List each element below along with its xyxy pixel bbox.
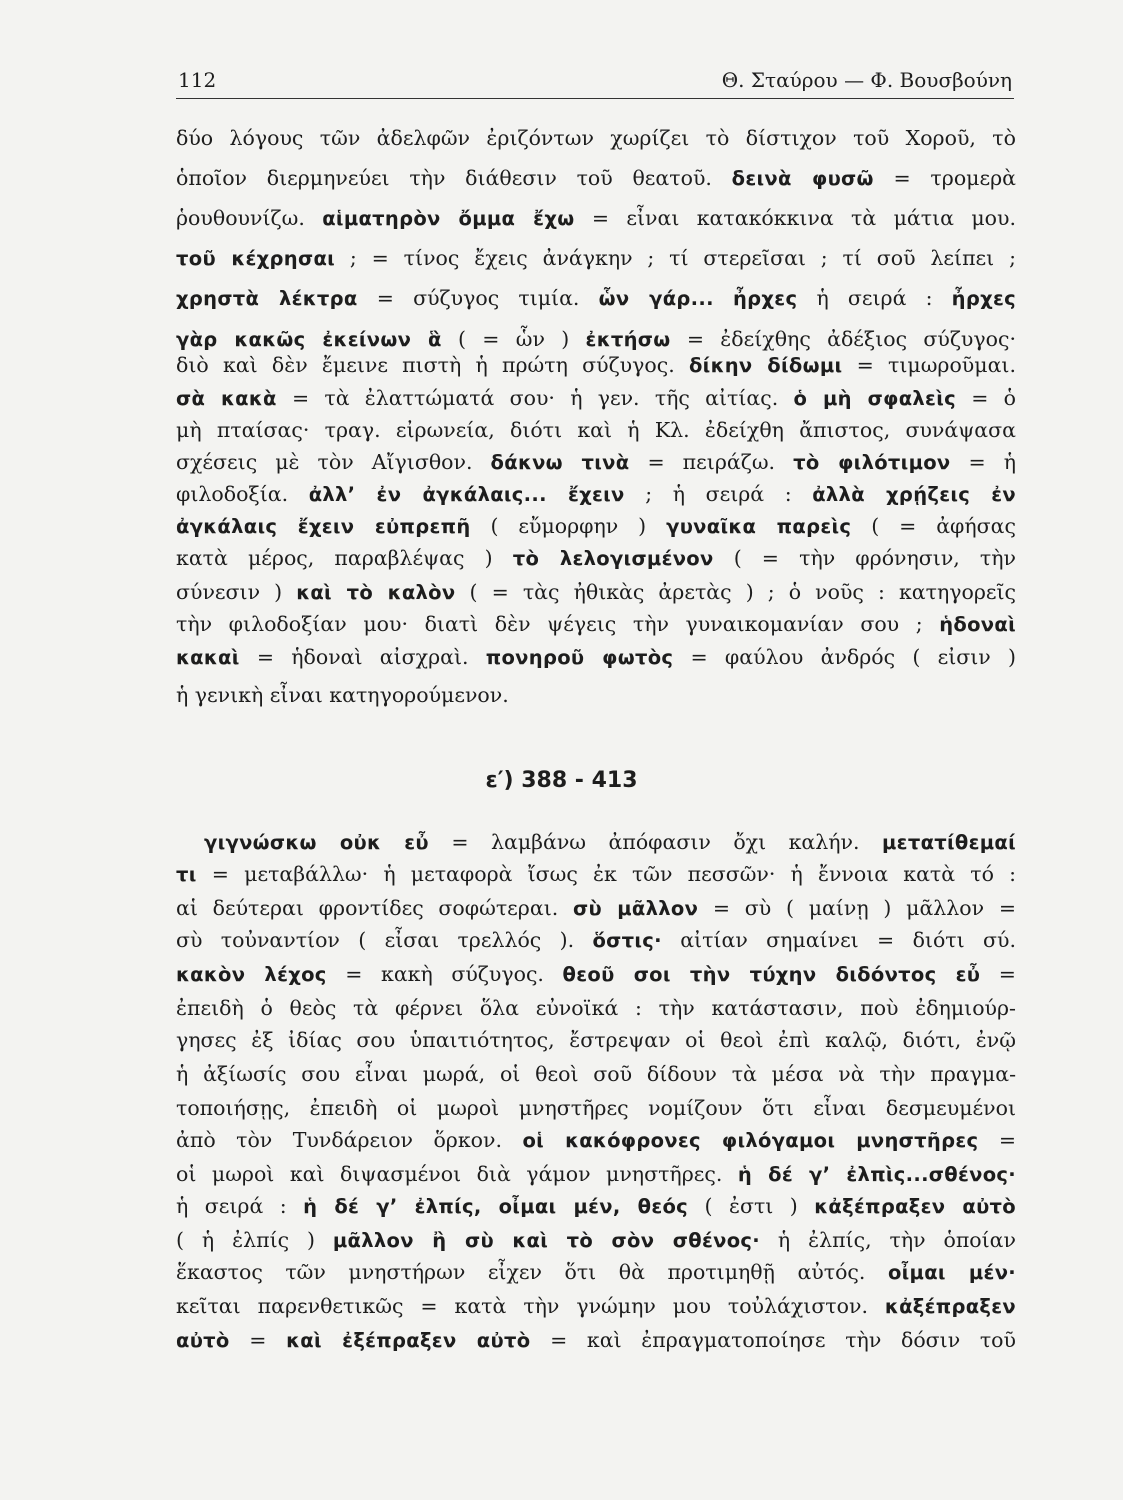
- running-header: [176, 62, 1014, 99]
- lemma-term: μετατίθεμαί: [882, 831, 1016, 854]
- gloss-text: [714, 286, 733, 310]
- lemma-term: αὐτὸ: [176, 1329, 230, 1352]
- gloss-text: ἡ ἀξίωσίς σου εἶναι μωρά, οἱ θεοὶ σοῦ δίδουν τὰ μέσα νὰ τὴν πραγμα-: [176, 1062, 1016, 1086]
- text-line: [176, 998, 1016, 1019]
- gloss-text: ἡ γενικὴ εἶναι κατηγορούμενον.: [176, 683, 509, 707]
- lemma-term: ἡδοναὶ: [939, 613, 1016, 636]
- lemma-term: κἀξέπραξεν αὐτὸ: [814, 1195, 1016, 1218]
- gloss-text: ( = τὴν φρόνησιν, τὴν: [713, 546, 1016, 570]
- text-line: [176, 1098, 1016, 1119]
- lemma-term: σὰ κακὰ: [176, 387, 277, 410]
- text-line: [176, 614, 1016, 635]
- text-line: [176, 420, 1016, 441]
- gloss-text: κατὰ μέρος, παραβλέψας ): [176, 546, 513, 570]
- gloss-text: ὁποῖον διερμηνεύει τὴν διάθεσιν τοῦ θεατοῦ.: [176, 166, 732, 190]
- text-line: [176, 1330, 1016, 1351]
- gloss-text: =: [229, 1328, 287, 1352]
- gloss-text: ῥουθουνίζω.: [176, 206, 323, 230]
- gloss-text: ἀπὸ τὸν Τυνδάρειον ὅρκον.: [176, 1128, 523, 1152]
- gloss-text: ( εὔμορφην ): [470, 514, 667, 538]
- gloss-text: ( = ἀφήσας: [851, 514, 1016, 538]
- lemma-term: μᾶλλον ἢ σὺ καὶ τὸ σὸν σθένος·: [332, 1229, 760, 1252]
- gloss-text: ( ἐστι ): [688, 1194, 815, 1218]
- lemma-term: οἱ κακόφρονες φιλόγαμοι μνηστῆρες: [522, 1129, 979, 1152]
- gloss-text: ἐπειδὴ ὁ θεὸς τὰ φέρνει ὅλα εὐνοϊκά : τὴν κατάστασιν, ποὺ ἐδημιούρ-: [176, 996, 1016, 1020]
- lemma-term: τοῦ κέχρησαι: [176, 247, 336, 270]
- text-line: [176, 898, 1016, 919]
- gloss-text: = λαμβάνω ἀπόφασιν ὄχι καλήν.: [428, 830, 883, 854]
- gloss-text: αἱ δεύτεραι φροντίδες σοφώτεραι.: [176, 896, 573, 920]
- gloss-text: = ὁ: [955, 386, 1016, 410]
- gloss-text: φιλοδοξία.: [176, 482, 309, 506]
- lemma-term: χρηστὰ λέκτρα: [176, 287, 358, 310]
- section-heading: ε′) 388 - 413: [485, 768, 638, 793]
- page-number: 112: [178, 68, 217, 92]
- text-line: [176, 128, 1016, 149]
- text-line: [176, 329, 1016, 350]
- lemma-term: ἦρχες: [732, 287, 798, 310]
- lemma-term: θεοῦ σοι τὴν τύχην διδόντος εὖ: [562, 963, 981, 986]
- gloss-text: ( = ὧν ): [441, 327, 586, 351]
- gloss-text: τοποιήσῃς, ἐπειδὴ οἱ μωροὶ μνηστῆρες νομίζουν ὅτι εἶναι δεσμευμένοι: [176, 1096, 1016, 1120]
- gloss-text: = πειράζω.: [629, 450, 794, 474]
- lemma-term: καὶ ἐξέπραξεν αὐτὸ: [286, 1329, 531, 1352]
- text-line: [176, 288, 1016, 309]
- lemma-term: δάκνω τινὰ: [490, 451, 630, 474]
- gloss-text: = καὶ ἐπραγματοποίησε τὴν δόσιν τοῦ: [530, 1328, 1016, 1352]
- gloss-text: σύνεσιν ): [176, 580, 297, 604]
- lemma-term: σὺ μᾶλλον: [572, 897, 699, 920]
- gloss-text: =: [980, 962, 1016, 986]
- gloss-text: δύο λόγους τῶν ἀδελφῶν ἐριζόντων χωρίζει τὸ δίστιχον τοῦ Χοροῦ, τὸ: [176, 126, 1016, 150]
- gloss-text: = τὰ ἐλαττώματά σου· ἡ γεν. τῆς αἰτίας.: [276, 386, 794, 410]
- text-line: [204, 832, 1016, 853]
- gloss-text: ; ἡ σειρά :: [624, 482, 813, 506]
- text-line: [176, 964, 1016, 985]
- lemma-term: ἀλλ’ ἐν ἀγκάλαις... ἔχειν: [308, 483, 625, 506]
- lemma-term: κἀξέπραξεν: [884, 1295, 1016, 1318]
- gloss-text: =: [978, 1128, 1016, 1152]
- lemma-term: δεινὰ φυσῶ: [731, 167, 874, 190]
- lemma-term: τὸ φιλότιμον: [793, 451, 951, 474]
- gloss-text: σχέσεις μὲ τὸν Αἴγισθον.: [176, 450, 491, 474]
- gloss-text: = ἐδείχθης ἀδέξιος σύζυγος·: [670, 327, 1016, 351]
- lemma-term: ὧν γάρ...: [598, 287, 714, 310]
- gloss-text: = σὺ ( μαίνῃ ) μᾶλλον =: [698, 896, 1016, 920]
- lemma-term: ἦρχες: [951, 287, 1016, 310]
- lemma-term: γιγνώσκω οὐκ εὖ: [204, 831, 429, 854]
- gloss-text: κεῖται παρενθετικῶς = κατὰ τὴν γνώμην μου τοὐλάχιστον.: [176, 1294, 885, 1318]
- text-line: [176, 1064, 1016, 1085]
- text-line: [176, 930, 1016, 951]
- text-line: [176, 388, 1016, 409]
- gloss-text: = τιμωροῦμαι.: [842, 353, 1016, 377]
- text-line: [176, 452, 1016, 473]
- text-line: [176, 582, 1016, 603]
- lemma-term: γὰρ κακῶς ἐκείνων ἃ: [176, 328, 442, 351]
- gloss-text: = κακὴ σύζυγος.: [326, 962, 563, 986]
- lemma-term: αἱματηρὸν ὄμμα ἔχω: [322, 207, 575, 230]
- text-line: [176, 1164, 1016, 1185]
- gloss-text: ( ἡ ἐλπίς ): [176, 1228, 333, 1252]
- lemma-term: πονηροῦ φωτὸς: [485, 646, 674, 669]
- text-line: [176, 248, 1016, 269]
- gloss-text: = ἡδοναὶ αἰσχραὶ.: [239, 645, 486, 669]
- text-line: [176, 1230, 1016, 1251]
- gloss-text: ἡ ἐλπίς, τὴν ὁποίαν: [759, 1228, 1016, 1252]
- lemma-term: ἡ δέ γ’ ἐλπίς, οἶμαι μέν, θεός: [303, 1195, 689, 1218]
- text-line: [176, 1296, 1016, 1317]
- running-head-authors: Θ. Σταύρου — Φ. Βουσβούνη: [721, 68, 1012, 92]
- text-line: [176, 1196, 1016, 1217]
- lemma-term: κακαὶ: [176, 646, 240, 669]
- text-line: [176, 208, 1016, 229]
- text-line: [176, 516, 1016, 537]
- lemma-term: οἶμαι μέν·: [887, 1261, 1016, 1284]
- lemma-term: ὁ μὴ σφαλεὶς: [793, 387, 956, 410]
- text-line: [176, 484, 1016, 505]
- text-line: [176, 1262, 1016, 1283]
- lemma-term: καὶ τὸ καλὸν: [296, 581, 456, 604]
- gloss-text: = σύζυγος τιμία.: [357, 286, 599, 310]
- gloss-text: μὴ πταίσας· τραγ. εἰρωνεία, διότι καὶ ἡ Κλ. ἐδείχθη ἄπιστος, συνάψασα: [176, 418, 1016, 442]
- gloss-text: οἱ μωροὶ καὶ διψασμένοι διὰ γάμον μνηστῆρες.: [176, 1162, 738, 1186]
- text-line: [176, 685, 1016, 706]
- text-line: [176, 355, 1016, 376]
- text-line: [176, 1030, 1016, 1051]
- gloss-text: γησες ἐξ ἰδίας σου ὑπαιτιότητος, ἔστρεψαν οἱ θεοὶ ἐπὶ καλῷ, διότι, ἐνῷ: [176, 1028, 1016, 1052]
- text-line: [176, 864, 1016, 885]
- gloss-text: ἡ σειρά :: [797, 286, 952, 310]
- text-line: [176, 168, 1016, 189]
- gloss-text: σὺ τοὐναντίον ( εἶσαι τρελλός ).: [176, 928, 593, 952]
- gloss-text: διὸ καὶ δὲν ἔμεινε πιστὴ ἡ πρώτη σύζυγος.: [176, 353, 689, 377]
- gloss-text: ἡ σειρά :: [176, 1194, 304, 1218]
- text-line: [176, 548, 1016, 569]
- lemma-term: κακὸν λέχος: [176, 963, 327, 986]
- lemma-term: ἐκτήσω: [585, 328, 671, 351]
- text-line: [176, 647, 1016, 668]
- lemma-term: ἀγκάλαις ἔχειν εὐπρεπῆ: [176, 515, 471, 538]
- gloss-text: αἰτίαν σημαίνει = διότι σύ.: [661, 928, 1016, 952]
- gloss-text: = ἡ: [950, 450, 1017, 474]
- text-line: [176, 1130, 1016, 1151]
- gloss-text: τὴν φιλοδοξίαν μου· διατὶ δὲν ψέγεις τὴν γυναικομανίαν σου ;: [176, 612, 940, 636]
- lemma-term: γυναῖκα παρεὶς: [666, 515, 852, 538]
- gloss-text: = εἶναι κατακόκκινα τὰ μάτια μου.: [574, 206, 1016, 230]
- lemma-term: ἡ δέ γ’ ἐλπὶς...σθένος·: [737, 1163, 1016, 1186]
- gloss-text: ; = τίνος ἔχεις ἀνάγκην ; τί στερεῖσαι ; τί σοῦ λείπει ;: [335, 246, 1016, 270]
- lemma-term: δίκην δίδωμι: [688, 354, 843, 377]
- gloss-text: = τρομερὰ: [873, 166, 1017, 190]
- gloss-text: = φαύλου ἀνδρός ( εἰσιν ): [673, 645, 1016, 669]
- lemma-term: ὅστις·: [592, 929, 662, 952]
- gloss-text: ( = τὰς ἠθικὰς ἀρετὰς ) ; ὁ νοῦς : κατηγορεῖς: [455, 580, 1017, 604]
- lemma-term: ἀλλὰ χρῄζεις ἐν: [812, 483, 1017, 506]
- gloss-text: ἕκαστος τῶν μνηστήρων εἶχεν ὅτι θὰ προτιμηθῇ αὐτός.: [176, 1260, 888, 1284]
- gloss-text: = μεταβάλλω· ἡ μεταφορὰ ἴσως ἐκ τῶν πεσσῶν· ἡ ἔννοια κατὰ τό :: [196, 862, 1016, 886]
- lemma-term: τὸ λελογισμένον: [512, 547, 714, 570]
- lemma-term: τι: [176, 863, 197, 886]
